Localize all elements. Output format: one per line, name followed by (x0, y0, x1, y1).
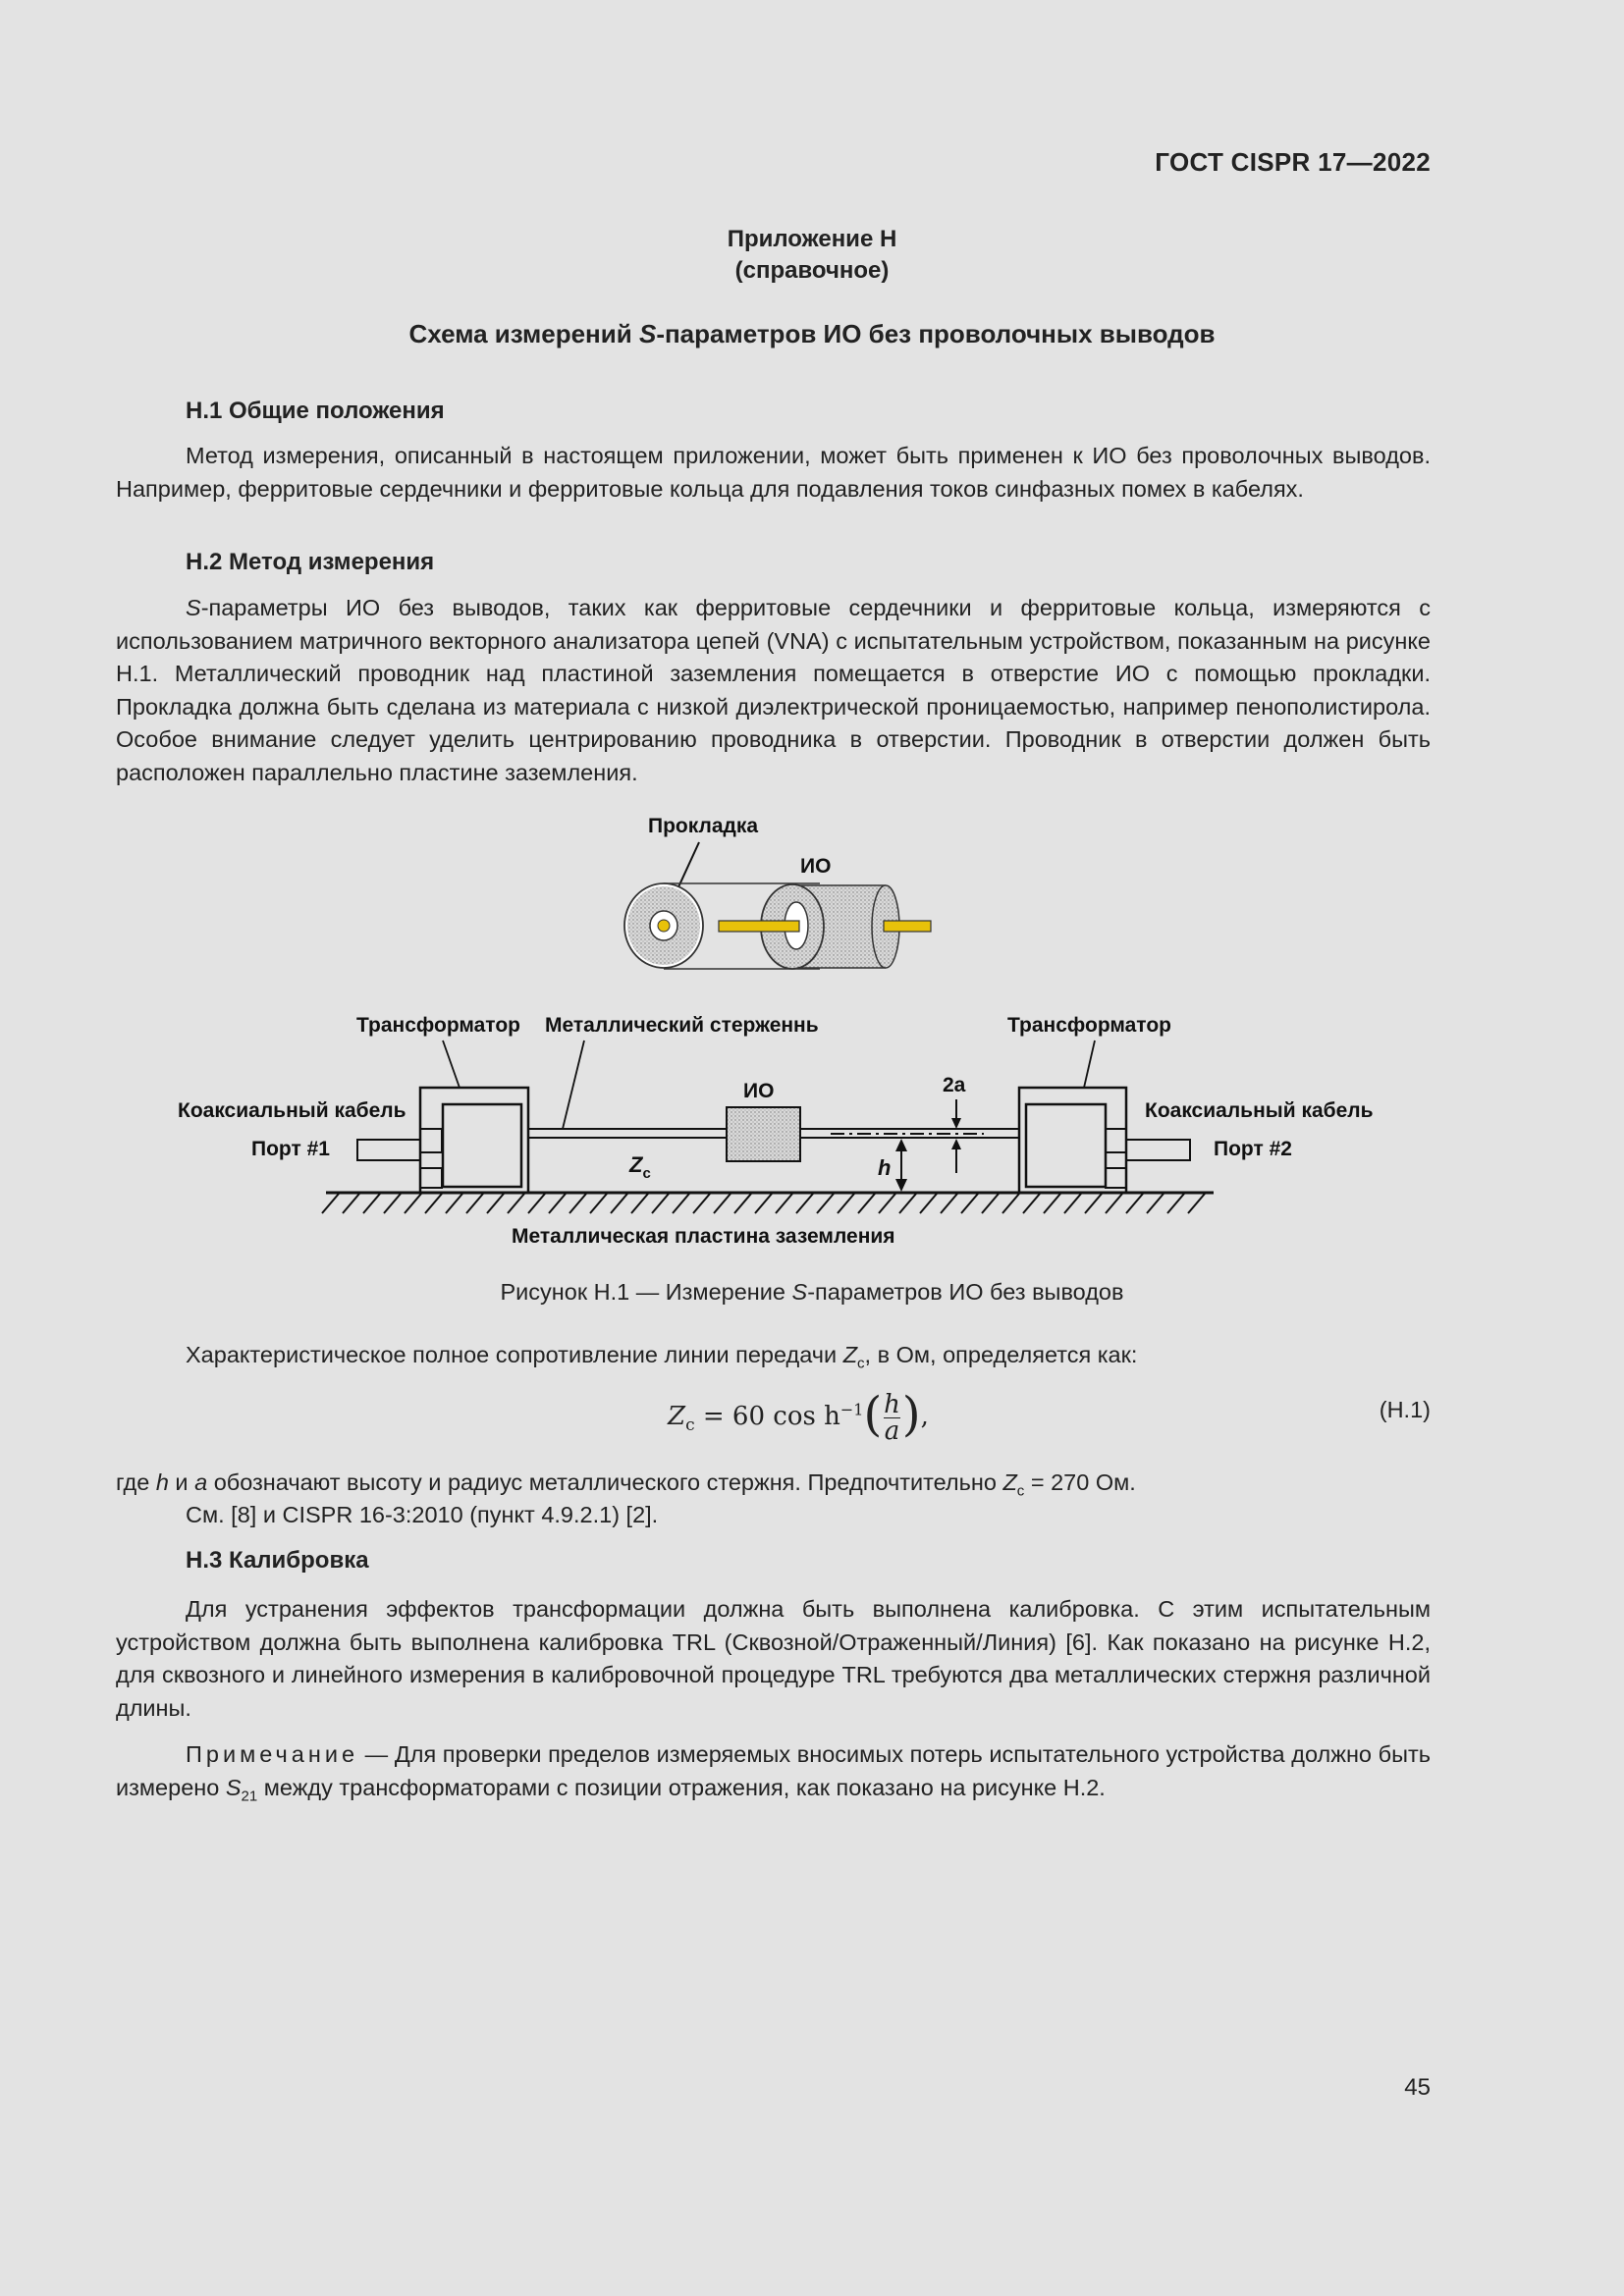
label-dut: ИО (743, 1080, 775, 1102)
note-paragraph: Примечание — Для проверки пределов измеряемых вносимых потерь испытательного устройства должно быть измерено $S_{21}$ между трансформаторами с позиции отражения, как показано на рисунке H.2. (116, 1741, 1431, 1805)
label-coax-right: Коаксиальный кабель (1145, 1099, 1374, 1122)
coax-cable-right (1126, 1140, 1190, 1160)
section-heading-h2: H.2 Метод измерения (186, 549, 435, 575)
coax-cable-left (357, 1140, 420, 1160)
hatch-mark (590, 1194, 607, 1213)
dim-2a-top-head (951, 1118, 961, 1129)
figure-h1-diagram (0, 795, 1624, 1256)
rod-detail-left (719, 921, 799, 932)
label-rod: Металлический стерженнь (545, 1014, 819, 1037)
hatch-mark (838, 1194, 854, 1213)
hatch-mark (1167, 1194, 1184, 1213)
hatch-mark (1044, 1194, 1060, 1213)
leader-transformer-right (1084, 1041, 1095, 1088)
hatch-mark (1126, 1194, 1143, 1213)
label-ground: Металлическая пластина заземления (512, 1225, 895, 1248)
hatch-mark (405, 1194, 421, 1213)
hatch-mark (920, 1194, 937, 1213)
hatch-mark (1106, 1194, 1122, 1213)
hatch-mark (673, 1194, 689, 1213)
label-coax-left: Коаксиальный кабель (178, 1099, 406, 1122)
hatch-mark (343, 1194, 359, 1213)
hatch-mark (734, 1194, 751, 1213)
hatch-mark (693, 1194, 710, 1213)
page-number: 45 (1404, 2074, 1431, 2101)
ground-hatching (322, 1194, 1205, 1213)
label-zc: $Z_c$ (629, 1152, 651, 1182)
label-dut-top: ИО (800, 855, 832, 878)
hatch-mark (1023, 1194, 1040, 1213)
hatch-mark (549, 1194, 566, 1213)
rod-detail-right (884, 921, 931, 932)
hatch-mark (941, 1194, 957, 1213)
dim-h-top-head (895, 1139, 907, 1151)
hatch-mark (1147, 1194, 1164, 1213)
hatch-mark (1188, 1194, 1205, 1213)
label-transformer-right: Трансформатор (1007, 1014, 1171, 1037)
hatch-mark (755, 1194, 772, 1213)
formula-h1: $Z_c = 60$ $\cos h^{-1}$( $\frac{h}{a}$ ), (668, 1387, 929, 1446)
hatch-mark (425, 1194, 442, 1213)
transformer-left (420, 1088, 528, 1193)
figure-caption: Рисунок H.1 — Измерение S-параметров ИО без выводов (500, 1279, 1124, 1305)
transformer-right (1019, 1088, 1126, 1193)
leader-rod (563, 1041, 584, 1129)
dut-block (727, 1107, 800, 1161)
hatch-mark (569, 1194, 586, 1213)
annex-heading: Схема измерений S-параметров ИО без проволочных выводов (408, 319, 1216, 348)
hatch-mark (322, 1194, 339, 1213)
hatch-mark (776, 1194, 792, 1213)
hatch-mark (363, 1194, 380, 1213)
paragraph-calibration: Для устранения эффектов трансформации должна быть выполнена калибровка. С этим испытательным устройством должна быть выполнена калибровка TRL (Сквозной/Отраженный/Линия) [6]. Как показано на рисунке H.2, для сквозного и линейного измерения в калибровочной процедуре TRL требуются два металлических стержня различной длины. (116, 1596, 1431, 1721)
hatch-mark (631, 1194, 648, 1213)
hatch-mark (611, 1194, 627, 1213)
hatch-mark (1064, 1194, 1081, 1213)
hatch-mark (466, 1194, 483, 1213)
section-heading-h1: H.1 Общие положения (186, 398, 445, 424)
annex-type: (справочное) (734, 257, 890, 284)
hatch-mark (858, 1194, 875, 1213)
label-2a: 2a (943, 1074, 966, 1096)
hatch-mark (714, 1194, 731, 1213)
label-spacer: Прокладка (648, 815, 759, 837)
hatch-mark (384, 1194, 401, 1213)
hatch-mark (1002, 1194, 1019, 1213)
hatch-mark (961, 1194, 978, 1213)
hatch-mark (879, 1194, 895, 1213)
paragraph-impedance: Характеристическое полное сопротивление линии передачи $Z_c$, в Ом, определяется как: (186, 1342, 1138, 1372)
hatch-mark (508, 1194, 524, 1213)
dim-h-bottom-head (895, 1179, 907, 1192)
standard-code: ГОСТ CISPR 17—2022 (1155, 147, 1431, 177)
hatch-mark (817, 1194, 834, 1213)
hatch-mark (528, 1194, 545, 1213)
label-port2: Порт #2 (1214, 1138, 1292, 1160)
section-heading-h3: H.3 Калибровка (186, 1547, 369, 1574)
hatch-mark (899, 1194, 916, 1213)
label-port1: Порт #1 (251, 1138, 330, 1160)
annex-title: Приложение H (727, 226, 897, 252)
paragraph-reference: См. [8] и CISPR 16-3:2010 (пункт 4.9.2.1) [2]. (186, 1502, 659, 1527)
equation-number: (H.1) (1379, 1397, 1431, 1422)
paragraph-general: Метод измерения, описанный в настоящем приложении, может быть применен к ИО без проволочных выводов. Например, ферритовые сердечники и ферритовые кольца для подавления токов синфазных помех в кабелях. (116, 443, 1431, 502)
hatch-mark (487, 1194, 504, 1213)
paragraph-method: S-параметры ИО без выводов, таких как ферритовые сердечники и ферритовые кольца, измеряются с использованием матричного векторного анализатора цепей (VNA) с испытательным устройством, показанным на рисунке H.1. Металлический проводник над пластиной заземления помещается в отверстие ИО с помощью прокладки. Прокладка должна быть сделана из материала с низкой диэлектрической проницаемостью, например пенополистирола. Особое внимание следует уделить центрированию проводника в отверстии. Проводник в отверстии должен быть расположен параллельно пластине заземления. (116, 595, 1431, 785)
leader-transformer-left (443, 1041, 460, 1088)
label-transformer-left: Трансформатор (356, 1014, 520, 1037)
label-h: h (878, 1155, 892, 1180)
paragraph-where: где h и a обозначают высоту и радиус металлического стержня. Предпочтительно $Z_c = 270$ Ом. (116, 1469, 1136, 1500)
hatch-mark (796, 1194, 813, 1213)
hatch-mark (652, 1194, 669, 1213)
dim-2a-bottom-head (951, 1139, 961, 1149)
hatch-mark (446, 1194, 462, 1213)
hatch-mark (982, 1194, 999, 1213)
hatch-mark (1085, 1194, 1102, 1213)
